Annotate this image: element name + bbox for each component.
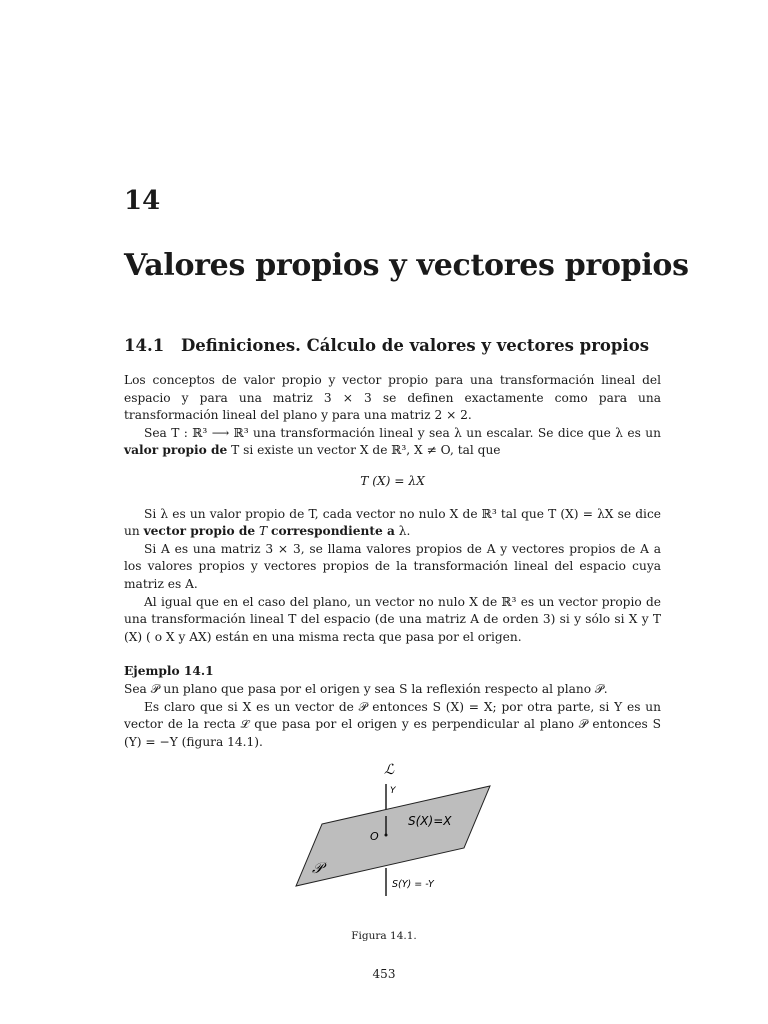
paragraph-2-start: Sea T : ℝ³ ⟶ ℝ³ una transformación lineal y sea λ un escalar. Se dice que λ es un: [144, 425, 661, 440]
paragraph-2-end: T si existe un vector X de ℝ³, X ≠ O, tal que: [231, 443, 501, 458]
page-number: 453: [372, 967, 396, 981]
paragraph-3: [124, 506, 661, 541]
label-y: Y: [390, 786, 396, 796]
label-sx: S(X)=X: [408, 814, 452, 828]
label-sy: S(Y) = -Y: [392, 879, 434, 890]
chapter-number: 14: [124, 186, 161, 216]
example-heading: Ejemplo 14.1: [124, 664, 214, 679]
section-title: Definiciones. Cálculo de valores y vectores propios: [181, 336, 650, 355]
paragraph-3-var: T: [259, 524, 268, 539]
term-correspondiente: correspondiente a: [271, 524, 395, 539]
term-valor-propio: valor propio de: [124, 443, 228, 458]
label-plane: 𝒫: [312, 859, 323, 877]
paragraph-1: Los conceptos de valor propio y vector propio para una transformación lineal del espacio y para una matriz 3 × 3 se definen exactamente como para una transformación lineal del plano y para una matriz 2 × 2.: [124, 373, 661, 423]
paragraph-3-end: λ.: [398, 524, 411, 539]
origin-point: [385, 834, 388, 837]
paragraph-3-start: Si λ es un valor propio de T, cada vector no nulo X de ℝ³ tal que T (X) = λX se dice un: [124, 506, 661, 539]
label-o: O: [370, 830, 379, 843]
reflection-figure: [280, 756, 500, 906]
paragraph-2: [124, 425, 661, 460]
label-l: ℒ: [384, 762, 395, 778]
section-heading: [124, 336, 649, 355]
equation-1: T (X) = λX: [360, 473, 425, 488]
figure-caption: Figura 14.1.: [351, 930, 417, 942]
plane-p: [296, 786, 490, 886]
section-body: [124, 372, 661, 751]
paragraph-5: Al igual que en el caso del plano, un vector no nulo X de ℝ³ es un vector propio de una transformación lineal T del espacio (de una matriz A de orden 3) si y sólo si X y T (X) ( o X y AX) están en una misma recta que pasa por el origen.: [124, 594, 661, 644]
chapter-title: Valores propios y vectores propios: [124, 248, 689, 283]
example-line-1: Sea 𝒫 un plano que pasa por el origen y sea S la reflexión respecto al plano 𝒫.: [124, 681, 608, 696]
term-vector-propio: vector propio de: [143, 524, 256, 539]
example-line-2: Es claro que si X es un vector de 𝒫 entonces S (X) = X; por otra parte, si Y es un vector de la recta ℒ que pasa por el origen y es perpendicular al plano 𝒫 entonces S (Y) = −Y (figura 14.1).: [124, 699, 661, 749]
paragraph-4: Si A es una matriz 3 × 3, se llama valores propios de A y vectores propios de A a los valores propios y vectores propios de la transformación lineal del espacio cuya matriz es A.: [124, 541, 661, 591]
section-number: 14.1: [124, 336, 165, 355]
